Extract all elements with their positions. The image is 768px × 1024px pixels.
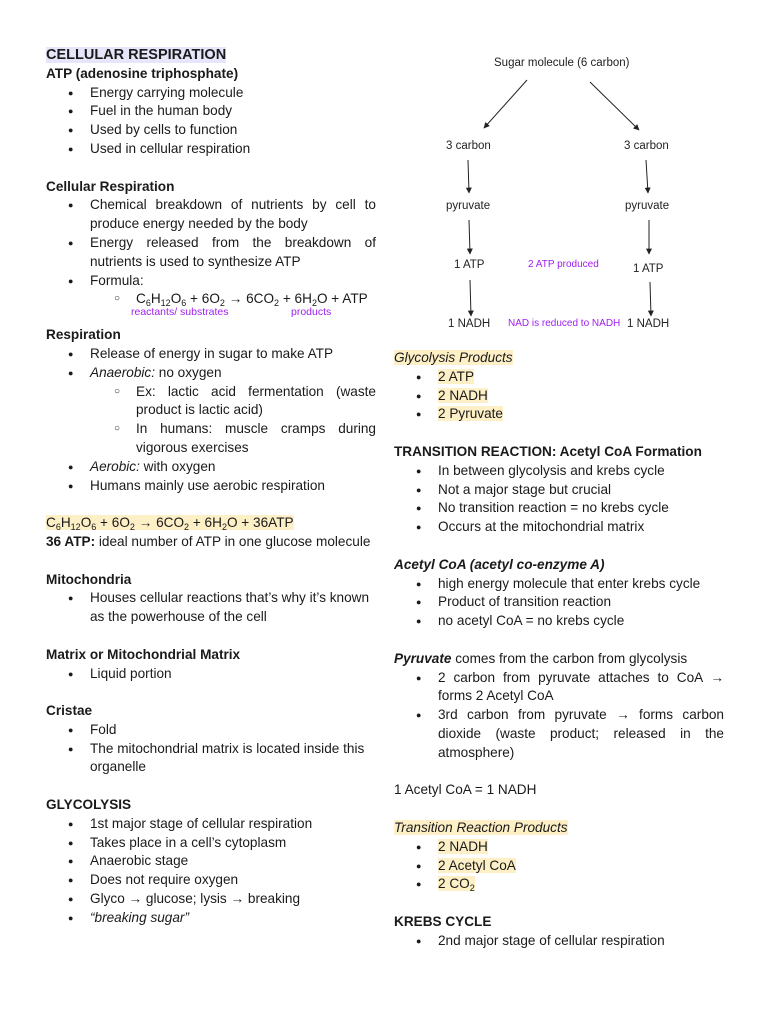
glycolysis-products-heading: Glycolysis Products — [394, 350, 513, 365]
right-atp-label: 1 ATP — [633, 263, 664, 275]
list-item: ● 2 ATP — [394, 368, 724, 387]
list-item: ● Product of transition reaction — [394, 593, 724, 612]
list-item: ● 3rd carbon from pyruvate → forms carbon dioxide (waste product; released in the atmosphere) — [394, 706, 724, 762]
mitochondria-list — [46, 589, 376, 627]
arrow-left-pyruvate-to-atp — [469, 220, 470, 254]
krebs-cycle-heading: KREBS CYCLE — [394, 913, 492, 929]
list-item: ● no acetyl CoA = no krebs cycle — [394, 612, 724, 631]
list-item: ○ Ex: lactic acid fermentation (waste product is lactic acid) — [46, 383, 376, 421]
arrow-left-carbon-to-pyruvate — [468, 160, 469, 193]
reactants-annotation: reactants/ substrates — [131, 306, 229, 319]
matrix-list — [46, 665, 376, 684]
left-nadh-label: 1 NADH — [448, 318, 491, 330]
right-nadh-label: 1 NADH — [627, 318, 670, 330]
right-column — [394, 349, 724, 951]
right-pyruvate-label: pyruvate — [625, 200, 670, 212]
left-atp-label: 1 ATP — [454, 259, 485, 271]
arrow-sugar-to-right — [590, 82, 639, 130]
page-title: CELLULAR RESPIRATION — [46, 47, 227, 63]
list-item: ● The mitochondrial matrix is located inside this organelle — [46, 740, 376, 778]
formula: ○ $C_6H_{12}O_6 + 6O_2 \to 6CO_2 + 6H_2O$ + ATP — [46, 290, 376, 309]
acetyl-coa-heading: Acetyl CoA (acetyl co-enzyme A) — [394, 556, 605, 572]
atp-produced-note: 2 ATP produced — [528, 259, 599, 270]
list-item: ● Chemical breakdown of nutrients by cell to produce energy needed by the body — [46, 196, 376, 234]
list-item: ● Used by cells to function — [46, 121, 376, 140]
respiration-list — [46, 345, 376, 383]
cristae-list — [46, 721, 376, 777]
list-item: ● 2 $CO_2$ — [394, 875, 724, 894]
left-column — [46, 46, 376, 928]
list-item: ● Anaerobic: no oxygen — [46, 364, 376, 383]
arrow-sugar-to-left — [484, 80, 527, 128]
list-item: ● Release of energy in sugar to make ATP — [46, 345, 376, 364]
list-item: ● 2 NADH — [394, 387, 724, 406]
list-item: ● Energy released from the breakdown of nutrients is used to synthesize ATP — [46, 234, 376, 272]
list-item: ● Fuel in the human body — [46, 102, 376, 121]
matrix-heading: Matrix or Mitochondrial Matrix — [46, 646, 241, 662]
right-carbon-label: 3 carbon — [624, 140, 669, 152]
glycolysis-heading: GLYCOLYSIS — [46, 797, 132, 813]
krebs-cycle-list — [394, 932, 724, 951]
pyruvate-intro: Pyruvate comes from the carbon from glycolysis — [394, 650, 688, 666]
list-item: ● Fold — [46, 721, 376, 740]
list-item: ● Humans mainly use aerobic respiration — [46, 477, 376, 496]
list-item: ● Occurs at the mitochondrial matrix — [394, 518, 724, 537]
transition-products-list — [394, 838, 724, 894]
list-item: ● Not a major stage but crucial — [394, 481, 724, 500]
full-equation: $C_6H_{12}O_6 + 6O_2 \to 6CO_2 + 6H_2O + 36ATP$ — [46, 515, 294, 533]
respiration-heading: Respiration — [46, 327, 121, 343]
glycolysis-diagram — [394, 48, 724, 338]
anaerobic-sublist — [46, 383, 376, 458]
list-item: ○ In humans: muscle cramps during vigorous exercises — [46, 420, 376, 458]
cristae-heading: Cristae — [46, 703, 93, 719]
list-item: ● 2 Acetyl CoA — [394, 857, 724, 876]
list-item: ● Liquid portion — [46, 665, 376, 684]
list-item: ● Aerobic: with oxygen — [46, 458, 376, 477]
arrow-right-atp-to-nadh — [650, 282, 651, 316]
list-item: ● 2 NADH — [394, 838, 724, 857]
cellular-respiration-list — [46, 196, 376, 290]
products-annotation: products — [291, 306, 332, 319]
arrow-left-atp-to-nadh — [470, 280, 471, 316]
list-item: ● No transition reaction = no krebs cycle — [394, 499, 724, 518]
pyruvate-list — [394, 669, 724, 763]
list-item: ● Takes place in a cell’s cytoplasm — [46, 834, 376, 853]
acetyl-nadh-equation: 1 Acetyl CoA = 1 NADH — [394, 782, 537, 798]
list-item: ● Energy carrying molecule — [46, 84, 376, 103]
list-item: ● Formula: — [46, 272, 376, 291]
list-item: ● high energy molecule that enter krebs cycle — [394, 575, 724, 594]
acetyl-coa-list — [394, 575, 724, 631]
left-pyruvate-label: pyruvate — [446, 200, 491, 212]
list-item: ● In between glycolysis and krebs cycle — [394, 462, 724, 481]
list-item: ● 2 carbon from pyruvate attaches to CoA → forms 2 Acetyl CoA — [394, 669, 724, 707]
transition-products-heading: Transition Reaction Products — [394, 819, 568, 835]
transition-reaction-list — [394, 462, 724, 537]
arrow-right-carbon-to-pyruvate — [646, 160, 648, 193]
list-item: ● Used in cellular respiration — [46, 140, 376, 159]
list-item: ● “breaking sugar” — [46, 909, 376, 928]
nad-reduced-note: NAD is reduced to NADH — [508, 318, 621, 329]
list-item: ● Houses cellular reactions that’s why it’s known as the powerhouse of the cell — [46, 589, 376, 627]
list-item: ● 2 Pyruvate — [394, 405, 724, 424]
glycolysis-products-list — [394, 368, 724, 424]
atp-heading: ATP (adenosine triphosphate) — [46, 65, 239, 81]
atp36-note: 36 ATP: ideal number of ATP in one glucose molecule — [46, 533, 371, 549]
list-item: ● Anaerobic stage — [46, 852, 376, 871]
mitochondria-heading: Mitochondria — [46, 571, 132, 587]
list-item: ● Glyco → glucose; lysis → breaking — [46, 890, 376, 909]
list-item: ● 2nd major stage of cellular respiration — [394, 932, 724, 951]
list-item: ● 1st major stage of cellular respiration — [46, 815, 376, 834]
glycolysis-list — [46, 815, 376, 928]
list-item: ● Does not require oxygen — [46, 871, 376, 890]
sugar-molecule-label: Sugar molecule (6 carbon) — [494, 57, 630, 69]
transition-reaction-heading: TRANSITION REACTION: Acetyl CoA Formation — [394, 443, 702, 459]
atp-list — [46, 84, 376, 159]
respiration-list-cont — [46, 458, 376, 496]
cellular-respiration-heading: Cellular Respiration — [46, 178, 175, 194]
left-carbon-label: 3 carbon — [446, 140, 491, 152]
formula-annotations — [46, 306, 376, 323]
